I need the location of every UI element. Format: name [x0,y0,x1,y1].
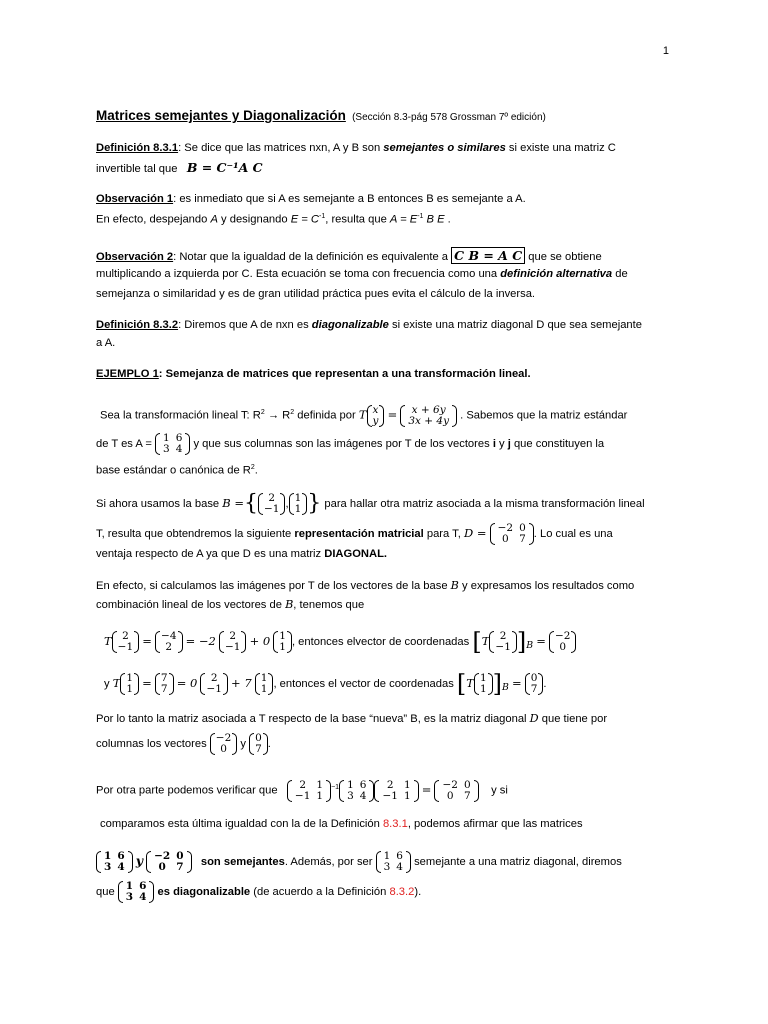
vector: 1 1 [120,673,139,695]
vector: 2 −1 [219,631,246,653]
text: y designando [217,213,291,226]
math-symbol: = −2 [185,634,216,648]
text: combinación lineal de los vectores de [96,599,286,611]
definition-831-line2 [96,160,672,177]
superscript: 2 [250,464,255,471]
text: son semejantes [200,856,285,868]
text: j [507,438,511,450]
text: Si ahora usamos la base [96,498,223,510]
page-number: 1 [662,45,669,57]
vector-xy: x y [367,405,385,427]
emphasis: definición alternativa [500,268,613,280]
text: ventaja respecto de A ya que D es una matriz [96,548,325,560]
text: Sea la transformación lineal T: R [100,409,261,422]
matrix: 1 6 3 4 [96,851,133,873]
text: En efecto, despejando [96,213,211,226]
observation-1 [96,192,672,207]
text: si existe una matriz C [505,142,616,154]
text: (de acuerdo a la Definición [250,886,390,898]
example-heading [96,367,672,382]
images-line [96,578,672,594]
text: representación matricial [294,528,424,540]
subscript: B [502,682,509,694]
text: es diagonalizable [157,886,251,898]
text: . [254,464,258,477]
text: y si [491,784,508,797]
vector: 7 7 [155,673,174,695]
text: i [492,438,496,450]
math-symbol: B [285,598,294,611]
text: columnas los vectores [96,738,210,750]
text: base estándar o canónica de R [96,464,251,477]
emphasis: semejantes o similares [383,142,506,154]
text: multiplicando a izquierda por C. Esta ecuación se toma con frecuencia como una [96,268,501,280]
similar-matrices-line [96,846,672,877]
math-symbol: B [450,579,459,592]
definition-reference: 8.3.1 [382,818,408,830]
matrix-representation-line [96,518,672,549]
text: DIAGONAL. [324,548,388,560]
math-symbol: D [529,712,539,725]
math-symbol: T [358,407,367,422]
text: y expresamos los resultados como [458,580,635,592]
text: , entonces el vector de coordenadas [273,678,457,690]
matrix-c: 2 1 −1 1 [287,780,331,802]
text: que [96,886,118,898]
text: y [104,678,113,690]
math-symbol: = [511,676,522,690]
text: semejante a una matriz diagonal, diremos [410,856,622,868]
base-vector-2: 1 1 [289,493,308,515]
matrix: 1 6 3 4 [376,851,411,873]
text: invertible tal que [96,163,178,175]
superscript: -1 [319,213,326,220]
observation-2-line2 [96,267,672,282]
text: si existe una matriz diagonal D que sea semejante [388,319,642,331]
math-symbol: T [466,676,474,690]
superscript: 2 [260,409,265,416]
text: comparamos esta última igualdad con la de la Definición [100,818,383,830]
diagonal-matrix-line [96,711,672,727]
verification-line [96,773,672,806]
superscript: 2 [290,409,295,416]
math-symbol: + 0 [249,634,271,648]
matrix-a: 1 6 3 4 [155,433,190,455]
text: : Diremos que A de nxn es [178,319,312,331]
heading-line [96,108,672,125]
math-symbol: T [104,634,112,648]
text: , tenemos que [293,599,365,611]
math-symbol: B = [222,496,244,510]
vector: 2 −1 [112,631,139,653]
canonical-base-line [96,460,672,479]
text: → R [264,409,291,422]
text: , podemos afirmar que las matrices [407,818,583,830]
definition-label: Definición 8.3.2 [96,319,179,331]
text: y [237,738,250,750]
text: para hallar otra matriz asociada a la misma transformación lineal [321,498,645,510]
text: , entonces elvector de coordenadas [291,636,470,648]
math-symbol: = 0 [176,676,198,690]
text: En efecto, si calculamos las imágenes por T de los vectores de la base [96,580,451,592]
text: ). [414,886,422,898]
text: de [612,268,628,280]
text: que se obtiene [525,251,602,263]
math-symbol: D = [463,526,487,540]
diagonal-advantage-line [96,547,672,562]
matrix-a: 1 6 3 4 [339,780,374,802]
new-base-line: Si ahora usamos la base B ={ 2 −1 , 1 1 } para hallar otra matriz asociada a la misma transformación lineal [96,491,645,517]
base-vector-1: 2 −1 [258,493,285,515]
text: . Además, por ser [284,856,376,868]
text: para T, [423,528,464,540]
text: que constituyen la [510,438,605,450]
equation-1: T 2 −1 = −4 2 = −2 2 −1 + 0 1 1 , entonces elvector de coordenadas [T 2 −1 ]$_B$ = −2 0 [104,626,680,661]
example-title: : Semejanza de matrices que representan a una transformación lineal. [158,368,531,380]
text: : Notar que la igualdad de la definición es equivalente a [173,251,452,263]
text: , resulta que [325,213,390,226]
text: A = E [389,213,418,226]
columns-line [96,730,672,758]
text: B E [423,213,445,226]
vector: 0 7 [525,673,544,695]
example-label: EJEMPLO 1 [96,368,159,380]
math-symbol: y [135,853,143,868]
observation-label: Observación 1 [96,193,174,205]
observation-2-line3: semejanza o similaridad y es de gran utilidad práctica pues evita el cálculo de la inversa. [96,288,536,300]
text: definida por [294,409,359,422]
expr: x + 6y [411,403,446,416]
diagonalizable-line [96,877,672,907]
math-symbol: + 7 [231,676,252,690]
text: . [444,213,451,226]
image-vector [400,405,457,427]
math-symbol: T [112,676,121,690]
text: T, resulta que obtendremos la siguiente [96,528,295,540]
text: E = C [290,213,319,226]
text: y [495,438,508,450]
title-note: (Sección 8.3-pág 578 Grossman 7º edición) [352,112,546,123]
transformation-line [100,398,676,431]
text: . [267,738,271,750]
standard-matrix-line [96,429,672,459]
matrix: 1 6 3 4 [118,881,155,903]
observation-1-line2 [96,209,672,228]
text: y que sus columnas son las imágenes por T de los vectores [190,438,493,450]
observation-label: Observación 2 [96,251,174,263]
subscript: B [526,640,534,652]
observation-2 [96,248,672,265]
text: : es inmediato que si A es semejante a B entonces B es semejante a A. [173,193,526,205]
text: . Sabemos que la matriz estándar [457,409,628,422]
page-title: Matrices semejantes y Diagonalización [96,108,346,123]
equation-2: y T 1 1 = 7 7 = 0 2 −1 + 7 1 1 , entonces el vector de coordenadas [T 1 1 ]$_B$ = 0 7 . [104,670,547,699]
definition-832 [96,318,672,333]
definition-831 [96,141,672,156]
vector: 1 1 [273,631,292,653]
vector: 0 7 [249,733,268,755]
vector: −2 0 [210,733,237,755]
definition-reference: 8.3.2 [389,886,415,898]
text: que tiene por [538,713,608,725]
boxed-formula: C B = A C [451,247,525,264]
vector: −4 2 [155,631,182,653]
text: A [210,213,218,226]
matrix-c: 2 1 −1 1 [374,780,418,802]
vector: 2 −1 [200,673,227,695]
math-symbol: T [481,634,490,648]
similarity-formula: B = C⁻¹A C [186,160,263,175]
math-symbol: = [421,782,432,797]
text: Por otra parte podemos verificar que [96,784,278,797]
comparison-line [100,817,676,832]
combination-line [96,597,672,613]
math-symbol: = [387,407,398,422]
text: . Lo cual es una [533,528,613,540]
definition-832-line2: a A. [96,337,116,349]
text: de T es A = [96,438,155,450]
matrix-d: −2 0 0 7 [434,780,478,802]
math-symbol: = [142,634,152,648]
superscript: −1 [331,784,340,791]
vector: −2 0 [549,631,576,653]
expr: 3x + 4y [408,414,449,427]
vector: 2 −1 [489,631,516,653]
matrix: −2 0 0 7 [146,851,191,873]
text: : Se dice que las matrices nxn, A y B son [178,142,384,154]
math-symbol: = [536,634,546,648]
emphasis: diagonalizable [311,319,389,331]
superscript: -1 [417,213,424,220]
vector: 1 1 [474,673,493,695]
text: Por lo tanto la matriz asociada a T respecto de la base “nueva” B, es la matriz diagonal [96,713,530,725]
matrix-d: −2 0 0 7 [490,523,534,545]
vector: 1 1 [255,673,274,695]
definition-label: Definición 8.3.1 [96,142,179,154]
math-symbol: = [142,676,152,690]
